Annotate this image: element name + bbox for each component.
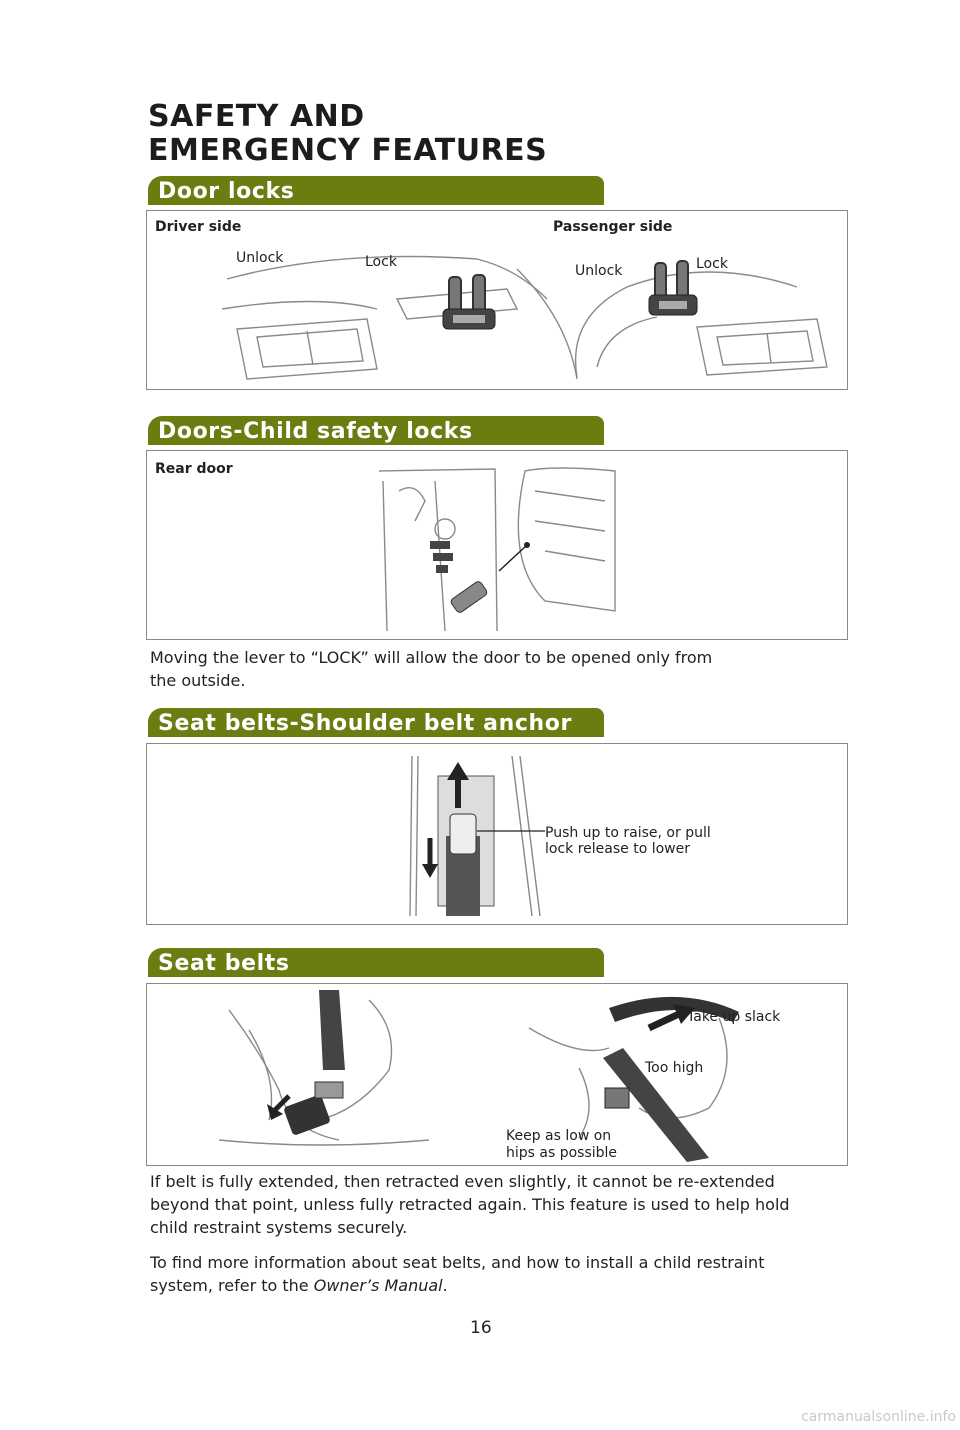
driver-side-label: Driver side [155,219,242,235]
shoulder-belt-anchor-panel [146,743,848,925]
belt-retraction-line-1: If belt is fully extended, then retracted even slightly, it cannot be re-extended [150,1172,775,1191]
door-locks-panel [146,210,848,390]
page-number: 16 [470,1318,492,1338]
child-safety-locks-panel [146,450,848,640]
page-title [148,100,547,168]
belt-anchor-callout [545,825,711,857]
child-lock-description-line-1: Moving the lever to “LOCK” will allow the door to be opened only from [150,648,713,667]
belt-retraction-line-2: beyond that point, unless fully retracted again. This feature is used to help hold [150,1195,790,1214]
door-locks-heading: Door locks [148,176,604,205]
passenger-lock-label: Lock [696,256,728,272]
keep-low-label-line-2: hips as possible [506,1145,618,1161]
driver-unlock-label: Unlock [236,250,284,266]
seat-belts-heading: Seat belts [148,948,604,977]
keep-low-label-line-1: Keep as low on [506,1128,612,1144]
belt-anchor-callout-line-2: lock release to lower [545,841,690,857]
page-title-line-2: EMERGENCY FEATURES [148,133,548,168]
belt-anchor-callout-line [477,830,547,834]
watermark: carmanualsonline.info [801,1409,956,1425]
child-lock-description-line-2: the outside. [150,671,246,690]
belt-anchor-callout-line-1: Push up to raise, or pull [545,825,711,841]
belt-retraction-paragraph [150,1170,790,1239]
take-up-slack-label: Take up slack [687,1009,781,1025]
seat-belt-buckle-illustration [219,990,439,1162]
shoulder-belt-anchor-heading: Seat belts-Shoulder belt anchor [148,708,604,737]
child-lock-description [150,646,712,692]
driver-lock-label: Lock [365,254,397,270]
belt-retraction-line-3: child restraint systems securely. [150,1218,408,1237]
keep-low-label [506,1128,617,1162]
owners-manual-line-2-suffix: . [442,1276,448,1295]
owners-manual-line-2-prefix: system, refer to the [150,1276,314,1295]
child-safety-locks-heading: Doors-Child safety locks [148,416,604,445]
passenger-unlock-label: Unlock [575,263,623,279]
seat-belts-panel [146,983,848,1166]
too-high-label: Too high [645,1060,704,1076]
page-title-line-1: SAFETY AND [148,99,365,134]
owners-manual-line-1: To find more information about seat belts, and how to install a child restraint [150,1253,765,1272]
shoulder-belt-anchor-illustration [402,756,542,916]
rear-door-label: Rear door [155,461,233,477]
passenger-side-label: Passenger side [553,219,673,235]
child-safety-lock-illustration [375,461,620,637]
owners-manual-paragraph [150,1251,764,1297]
owners-manual-title: Owner’s Manual [313,1276,443,1295]
